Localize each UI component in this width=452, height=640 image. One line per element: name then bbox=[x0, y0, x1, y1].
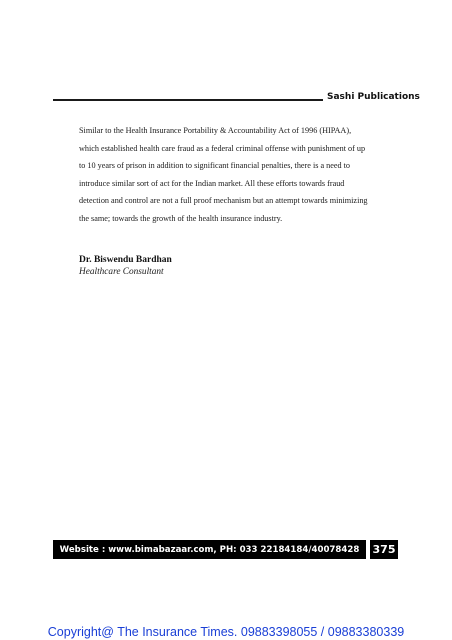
page-number: 375 bbox=[370, 540, 398, 559]
paragraph-line: which established health care fraud as a federal criminal offense with punishment of up bbox=[79, 143, 366, 153]
copyright-notice[interactable]: Copyright@ The Insurance Times. 09883398055 / 09883380339 bbox=[47, 625, 405, 639]
paragraph-line: to 10 years of prison in addition to significant financial penalties, there is a need to bbox=[79, 161, 351, 171]
paragraph-line: the same; towards the growth of the health insurance industry. bbox=[79, 213, 283, 223]
paragraph-line: detection and control are not a full proof mechanism but an attempt towards minimizing bbox=[79, 196, 368, 206]
author-title: Healthcare Consultant bbox=[79, 267, 164, 277]
footer-website-text: Website : www.bimabazaar.com, PH: 033 22184184/40078428 bbox=[59, 544, 360, 555]
paragraph-line: introduce similar sort of act for the Indian market. All these efforts towards fraud bbox=[79, 178, 345, 188]
footer-website-bar bbox=[53, 540, 366, 559]
body-paragraph bbox=[79, 122, 379, 228]
author-name: Dr. Biswendu Bardhan bbox=[79, 255, 172, 265]
paragraph-line: Similar to the Health Insurance Portability & Accountability Act of 1996 (HIPAA), bbox=[79, 126, 352, 135]
header-rule bbox=[53, 99, 323, 101]
publisher-name: Sashi Publications bbox=[327, 92, 420, 102]
